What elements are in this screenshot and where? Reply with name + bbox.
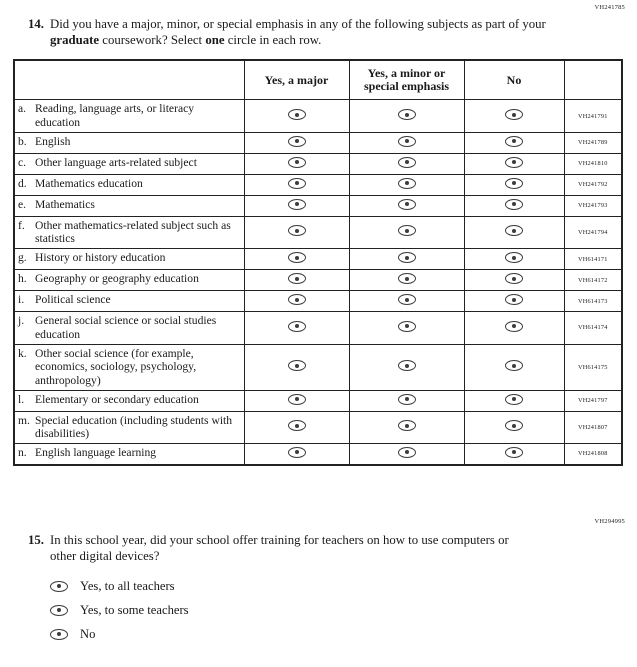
row-text: Reading, language arts, or literacy education: [35, 102, 195, 130]
row-letter: m.: [18, 413, 30, 427]
row-label: [14, 443, 244, 465]
row-text: History or history education: [35, 251, 166, 265]
answer-oval-yes-major[interactable]: [288, 321, 306, 332]
option-cell-no: [464, 390, 564, 411]
option-cell-no: [464, 195, 564, 216]
q15-option-no: [50, 627, 637, 642]
answer-oval-yes-major[interactable]: [288, 136, 306, 147]
form-code-q14: VH241785: [594, 4, 625, 11]
option-cell-yes-major: [244, 443, 349, 465]
row-label: [14, 249, 244, 270]
row-letter: d.: [18, 176, 27, 190]
row-code: VH241808: [564, 443, 622, 465]
row-letter: j.: [18, 314, 25, 328]
row-letter: c.: [18, 155, 27, 169]
answer-oval-yes-minor-special[interactable]: [398, 178, 416, 189]
row-label: [14, 153, 244, 174]
row-label: [14, 390, 244, 411]
table-row: [14, 100, 622, 132]
table-row: [14, 344, 622, 390]
answer-oval-yes-minor-special[interactable]: [398, 447, 416, 458]
option-cell-yes-minor-special: [349, 270, 464, 291]
form-code-q15: VH294995: [594, 517, 625, 525]
table-row: [14, 132, 622, 153]
answer-oval-no[interactable]: [505, 225, 523, 236]
option-label: Yes, to all teachers: [80, 578, 175, 593]
answer-oval-yes-major[interactable]: [288, 420, 306, 431]
q14-text-part2: coursework? Select: [99, 32, 206, 47]
answer-oval-no[interactable]: [505, 157, 523, 168]
answer-oval-yes-major[interactable]: [288, 394, 306, 405]
option-cell-no: [464, 216, 564, 248]
option-cell-yes-minor-special: [349, 153, 464, 174]
table-row: [14, 195, 622, 216]
answer-oval-yes-major[interactable]: [288, 225, 306, 236]
option-cell-yes-minor-special: [349, 312, 464, 344]
q15-options: [50, 579, 637, 642]
row-code: VH241792: [564, 174, 622, 195]
option-cell-no: [464, 174, 564, 195]
row-code: VH614172: [564, 270, 622, 291]
q14-text-part1: Did you have a major, minor, or special emphasis in any of the following subjects as part of your: [50, 17, 546, 31]
row-letter: b.: [18, 134, 27, 148]
row-letter: i.: [18, 293, 25, 307]
row-letter: k.: [18, 346, 27, 360]
option-cell-no: [464, 153, 564, 174]
table-row: [14, 312, 622, 344]
question-15: [28, 533, 637, 565]
row-text: English language learning: [35, 445, 157, 459]
answer-oval-yes-minor-special[interactable]: [398, 273, 416, 284]
option-cell-no: [464, 411, 564, 443]
table-row: [14, 216, 622, 248]
header-yes-minor-special: Yes, a minor or special emphasis: [349, 60, 464, 100]
row-letter: h.: [18, 272, 27, 286]
q14-answer-table: [13, 59, 623, 466]
q14-text-part3: circle in each row.: [224, 32, 322, 47]
row-letter: l.: [18, 392, 25, 406]
answer-oval-yes-minor-special[interactable]: [398, 252, 416, 263]
row-code: VH241797: [564, 390, 622, 411]
header-no: No: [464, 60, 564, 100]
row-label: [14, 132, 244, 153]
option-cell-yes-major: [244, 344, 349, 390]
option-cell-yes-minor-special: [349, 344, 464, 390]
answer-oval-no[interactable]: [505, 273, 523, 284]
answer-oval-no[interactable]: [505, 136, 523, 147]
table-row: [14, 390, 622, 411]
question-15-number: 15.: [28, 532, 44, 547]
header-blank: [14, 60, 244, 100]
row-letter: f.: [18, 218, 25, 232]
answer-oval-yes-minor-special[interactable]: [398, 420, 416, 431]
option-cell-yes-minor-special: [349, 216, 464, 248]
answer-oval-yes-major[interactable]: [288, 199, 306, 210]
table-row: [14, 249, 622, 270]
row-letter: n.: [18, 445, 27, 459]
option-cell-yes-major: [244, 390, 349, 411]
option-cell-yes-minor-special: [349, 291, 464, 312]
row-text: General social science or social studies education: [35, 314, 217, 341]
row-label: [14, 270, 244, 291]
answer-oval-no[interactable]: [50, 629, 68, 640]
option-cell-no: [464, 291, 564, 312]
option-cell-yes-major: [244, 132, 349, 153]
table-row: [14, 153, 622, 174]
answer-oval-yes-minor-special[interactable]: [398, 321, 416, 332]
table-row: [14, 291, 622, 312]
question-14-text: [50, 17, 585, 49]
answer-oval-yes-major[interactable]: [288, 109, 306, 120]
row-text: Political science: [35, 293, 111, 307]
row-label: [14, 411, 244, 443]
row-code: VH241789: [564, 132, 622, 153]
answer-oval-no[interactable]: [505, 321, 523, 332]
header-yes-major: Yes, a major: [244, 60, 349, 100]
row-label: [14, 344, 244, 390]
row-code: VH614175: [564, 344, 622, 390]
option-cell-yes-minor-special: [349, 390, 464, 411]
row-label: [14, 312, 244, 344]
row-label: [14, 291, 244, 312]
option-cell-yes-minor-special: [349, 249, 464, 270]
row-code: VH614174: [564, 312, 622, 344]
option-cell-yes-major: [244, 100, 349, 132]
answer-oval-yes-major[interactable]: [288, 178, 306, 189]
answer-oval-yes-all[interactable]: [50, 581, 68, 592]
option-cell-yes-major: [244, 195, 349, 216]
row-code: VH241810: [564, 153, 622, 174]
question-14: [28, 17, 637, 49]
option-cell-no: [464, 443, 564, 465]
answer-oval-no[interactable]: [505, 447, 523, 458]
answer-oval-yes-some[interactable]: [50, 605, 68, 616]
answer-oval-yes-major[interactable]: [288, 252, 306, 263]
answer-oval-no[interactable]: [505, 420, 523, 431]
row-text: English: [35, 134, 71, 148]
option-cell-yes-major: [244, 312, 349, 344]
answer-oval-no[interactable]: [505, 109, 523, 120]
header-code-blank: [564, 60, 622, 100]
q14-bold-one: one: [205, 32, 225, 47]
row-code: VH241794: [564, 216, 622, 248]
option-label: No: [80, 626, 96, 641]
answer-oval-yes-major[interactable]: [288, 157, 306, 168]
question-14-number: 14.: [28, 17, 44, 31]
answer-oval-no[interactable]: [505, 294, 523, 305]
answer-oval-yes-major[interactable]: [288, 273, 306, 284]
answer-oval-yes-minor-special[interactable]: [398, 199, 416, 210]
option-cell-yes-major: [244, 174, 349, 195]
row-code: VH241791: [564, 100, 622, 132]
answer-oval-no[interactable]: [505, 394, 523, 405]
option-cell-yes-major: [244, 216, 349, 248]
question-15-text: In this school year, did your school offer training for teachers on how to use computers or other digital devices?: [50, 532, 509, 563]
answer-oval-no[interactable]: [505, 252, 523, 263]
table-row: [14, 270, 622, 291]
row-text: Other social science (for example, economics, sociology, psychology, anthropology): [35, 346, 197, 387]
row-letter: e.: [18, 197, 27, 211]
answer-oval-no[interactable]: [505, 199, 523, 210]
option-label: Yes, to some teachers: [80, 602, 189, 617]
answer-oval-no[interactable]: [505, 178, 523, 189]
q15-option-yes-all: [50, 579, 637, 594]
q14-bold-graduate: graduate: [50, 32, 100, 47]
row-text: Mathematics education: [35, 176, 143, 190]
option-cell-no: [464, 312, 564, 344]
option-cell-no: [464, 132, 564, 153]
option-cell-yes-major: [244, 411, 349, 443]
row-code: VH241807: [564, 411, 622, 443]
option-cell-yes-minor-special: [349, 132, 464, 153]
answer-oval-yes-minor-special[interactable]: [398, 294, 416, 305]
option-cell-yes-minor-special: [349, 100, 464, 132]
row-text: Other language arts-related subject: [35, 155, 197, 169]
answer-oval-no[interactable]: [505, 360, 523, 371]
row-text: Other mathematics-related subject such as statistics: [35, 218, 231, 246]
row-text: Geography or geography education: [35, 272, 199, 286]
row-label: [14, 100, 244, 132]
answer-oval-yes-minor-special[interactable]: [398, 157, 416, 168]
option-cell-yes-minor-special: [349, 195, 464, 216]
option-cell-yes-major: [244, 249, 349, 270]
option-cell-yes-major: [244, 153, 349, 174]
answer-oval-yes-minor-special[interactable]: [398, 109, 416, 120]
answer-oval-yes-major[interactable]: [288, 294, 306, 305]
answer-oval-yes-major[interactable]: [288, 360, 306, 371]
table-header-row: [14, 60, 622, 100]
row-text: Special education (including students with disabilities): [35, 413, 233, 441]
option-cell-no: [464, 270, 564, 291]
row-letter: a.: [18, 102, 27, 116]
option-cell-yes-minor-special: [349, 443, 464, 465]
table-row: [14, 411, 622, 443]
row-code: VH614173: [564, 291, 622, 312]
row-letter: g.: [18, 251, 27, 265]
row-label: [14, 195, 244, 216]
row-label: [14, 174, 244, 195]
row-text: Mathematics: [35, 197, 95, 211]
option-cell-yes-minor-special: [349, 174, 464, 195]
option-cell-no: [464, 249, 564, 270]
table-row: [14, 443, 622, 465]
option-cell-no: [464, 344, 564, 390]
answer-oval-yes-minor-special[interactable]: [398, 394, 416, 405]
option-cell-yes-major: [244, 270, 349, 291]
option-cell-yes-major: [244, 291, 349, 312]
q15-option-yes-some: [50, 603, 637, 618]
answer-oval-yes-minor-special[interactable]: [398, 225, 416, 236]
table-row: [14, 174, 622, 195]
option-cell-yes-minor-special: [349, 411, 464, 443]
row-code: VH614171: [564, 249, 622, 270]
row-text: Elementary or secondary education: [35, 392, 199, 406]
option-cell-no: [464, 100, 564, 132]
answer-oval-yes-major[interactable]: [288, 447, 306, 458]
answer-oval-yes-minor-special[interactable]: [398, 360, 416, 371]
row-code: VH241793: [564, 195, 622, 216]
row-label: [14, 216, 244, 248]
answer-oval-yes-minor-special[interactable]: [398, 136, 416, 147]
